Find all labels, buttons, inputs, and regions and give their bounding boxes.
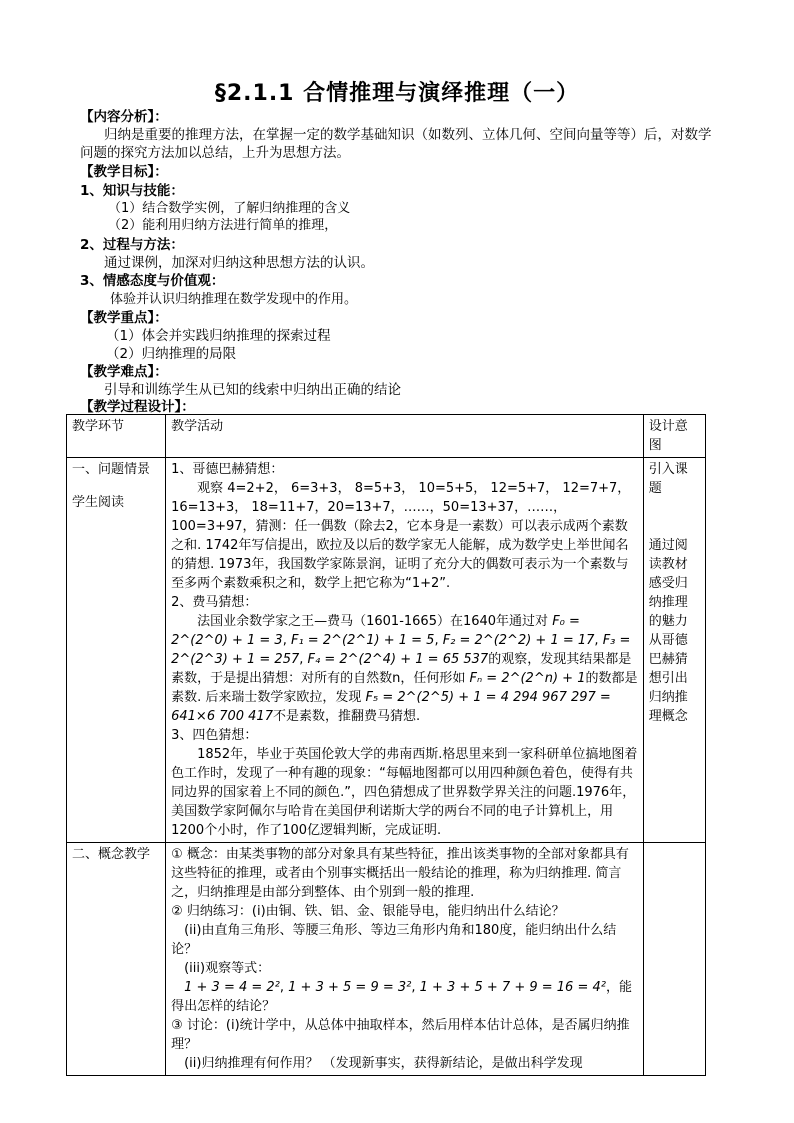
stage-cell [67, 458, 166, 843]
stage-cell [67, 843, 166, 1076]
key-point-item: （1）体会并实践归纳推理的探索过程 [106, 328, 331, 344]
intent-cell [643, 843, 705, 1076]
stage-sub-label: 学生阅读 [72, 495, 125, 510]
key-points-heading: 【教学重点】： [80, 310, 168, 326]
goals-knowledge-item: （1）结合数学实例，了解归纳推理的含义 [108, 201, 351, 216]
fermat-formula: F₅ = 2^(2^5) + 1 = 4 294 967 297 = 641×6 700 417 [171, 690, 611, 724]
fermat-title: 2、费马猜想： [171, 595, 258, 610]
fermat-formula: F₁ = 2^(2^1) + 1 = 5 [290, 633, 435, 648]
fermat-formula: F₀ = 2^(2^0) + 1 = 3 [171, 614, 580, 648]
fermat-text: 的数都是素数. 后来瑞士数学家欧拉，发现 [171, 671, 638, 705]
fermat-text: 法国业余数学家之王—费马（1601-1665）在1640年通过对 [197, 614, 549, 629]
header-intent: 设计意图 [643, 415, 705, 458]
exercise-item: (ii)由直角三角形、等腰三角形、等边三角形内角和180度，能归纳出什么结论？ [171, 923, 617, 957]
stage-label: 二、概念教学 [72, 847, 151, 862]
discussion-item: ③ 讨论：(i)统计学中，从总体中抽取样本，然后用样本估计总体，是否属归纳推理？ [171, 1018, 630, 1052]
header-stage: 教学环节 [67, 415, 166, 458]
four-color-title: 3、四色猜想： [171, 728, 258, 743]
header-activity: 教学活动 [166, 415, 644, 458]
goals-attitude-text: 体验并认识归纳推理在数学发现中的作用。 [110, 292, 358, 307]
fermat-formula: Fₙ = 2^(2^n) + 1 [469, 671, 586, 686]
table-row [67, 843, 706, 1076]
content-analysis-heading: 【内容分析】： [80, 109, 168, 125]
difficulties-heading: 【教学难点】： [80, 364, 168, 380]
difficulties-text: 引导和训练学生从已知的线索中归纳出正确的结论 [104, 382, 401, 398]
goldbach-title: 1、哥德巴赫猜想： [171, 462, 284, 477]
equation: 1 + 3 = 4 = 2² [184, 980, 280, 995]
intent-text: 通过阅读教材感受归纳推理的魅力从哥德巴赫猜想引出归纳推理概念 [648, 538, 688, 724]
equation: 1 + 3 + 5 + 7 + 9 = 16 = 4² [419, 980, 606, 995]
fermat-intro: 法国业余数学家之王—费马（1601-1665）在1640年通过对 F₀ = 2^(2^0) + 1 = 3, F₁ = 2^(2^1) + 1 = 5, F₂ = 2^(2^2) + 1 = 17, F₃ = 2^(2^3) + 1 = 257, F₄ = 2^(2^4) + 1 = 65 537的观察，发现其结果都是素数，于是提出猜想：对所有的自然数n，任何形如 Fₙ = 2^(2^n) + 1的数都是素数. 后来瑞士数学家欧拉，发现 F₅ = 2^(2^5) + 1 = 4 294 967 297 = 641×6 700 417不是素数，推翻费马猜想. [171, 614, 638, 724]
table-row [67, 458, 706, 843]
goldbach-text: 观察 4=2+2， 6=3+3， 8=5+3， 10=5+5， 12=5+7， 12=7+7， 16=13+3， 18=11+7，20=13+7，……，50=13+37，……，100=3+97，猜测：任一偶数（除去2，它本身是一素数）可以表示成两个素数之和. 1742年写信提出，欧拉及以后的数学家无人能解，成为数学史上举世闻名的猜想. 1973年，我国数学家陈景润，证明了充分大的偶数可表示为一个素数与至多两个素数乘积之和，数学上把它称为“1+2”. [171, 481, 631, 591]
teaching-process-table [66, 414, 706, 1076]
fermat-formula: F₂ = 2^(2^2) + 1 = 17 [442, 633, 595, 648]
intent-cell [643, 458, 705, 843]
exercise-item: ② 归纳练习：(i)由铜、铁、铝、金、银能导电，能归纳出什么结论？ [171, 904, 565, 919]
equation: 1 + 3 + 5 = 9 = 3² [288, 980, 412, 995]
stage-label: 一、问题情景 [72, 462, 151, 477]
goals-process-text: 通过课例，加深对归纳这种思想方法的认识。 [104, 255, 374, 271]
exercise-item: (iii)观察等式： [184, 961, 271, 976]
goals-heading: 【教学目标】： [80, 164, 168, 180]
four-color-text: 1852年，毕业于英国伦敦大学的弗南西斯.格思里来到一家科研单位搞地图着色工作时，发现了一种有趣的现象：“每幅地图都可以用四种颜色着色，使得有共同边界的国家着上不同的颜色.”，四色猜想成了世界数学界关注的问题.1976年，美国数学家阿佩尔与哈肯在美国伊利诺斯大学的两台不同的电子计算机上，用1200个小时，作了100亿逻辑判断，完成证明. [171, 747, 638, 838]
intent-label: 引入课题 [648, 462, 688, 496]
goals-process-heading: 2、过程与方法： [80, 237, 184, 253]
concept-definition: ① 概念：由某类事物的部分对象具有某些特征，推出该类事物的全部对象都具有这些特征的推理，或者由个别事实概括出一般结论的推理，称为归纳推理. 简言之，归纳推理是由部分到整体、由个别到一般的推理. [171, 847, 629, 900]
table-header-row [67, 415, 706, 458]
goals-knowledge-item: （2）能利用归纳方法进行简单的推理， [108, 218, 338, 233]
page-title: §2.1.1 合情推理与演绎推理（一） [214, 81, 580, 106]
fermat-formula: F₃ = 2^(2^3) + 1 = 257 [171, 633, 631, 667]
discussion-item: (ii)归纳推理有何作用？ （发现新事实，获得新结论，是做出科学发现 [184, 1056, 583, 1071]
fermat-formula: F₄ = 2^(2^4) + 1 = 65 537 [307, 652, 489, 667]
activity-cell [166, 458, 644, 843]
key-point-item: （2）归纳推理的局限 [106, 346, 237, 362]
fermat-text: 不是素数，推翻费马猜想. [272, 709, 421, 724]
activity-cell [166, 843, 644, 1076]
goals-knowledge-heading: 1、知识与技能： [80, 183, 184, 199]
goals-attitude-heading: 3、情感态度与价值观： [80, 273, 225, 289]
equation-question: ，能得出怎样的结论？ [171, 980, 632, 1014]
equation-line: 1 + 3 = 4 = 2², 1 + 3 + 5 = 9 = 3², 1 + 3 + 5 + 7 + 9 = 16 = 4²，能得出怎样的结论？ [171, 980, 632, 1014]
content-analysis-text: 归纳是重要的推理方法，在掌握一定的数学基础知识（如数列、立体几何、空间向量等等）后，对数学问题的探究方法加以总结，上升为思想方法。 [80, 127, 712, 161]
fermat-text: 的观察，发现其结果都是素数，于是提出猜想：对所有的自然数n，任何形如 [171, 652, 632, 686]
process-heading: 【教学过程设计】： [80, 399, 195, 415]
